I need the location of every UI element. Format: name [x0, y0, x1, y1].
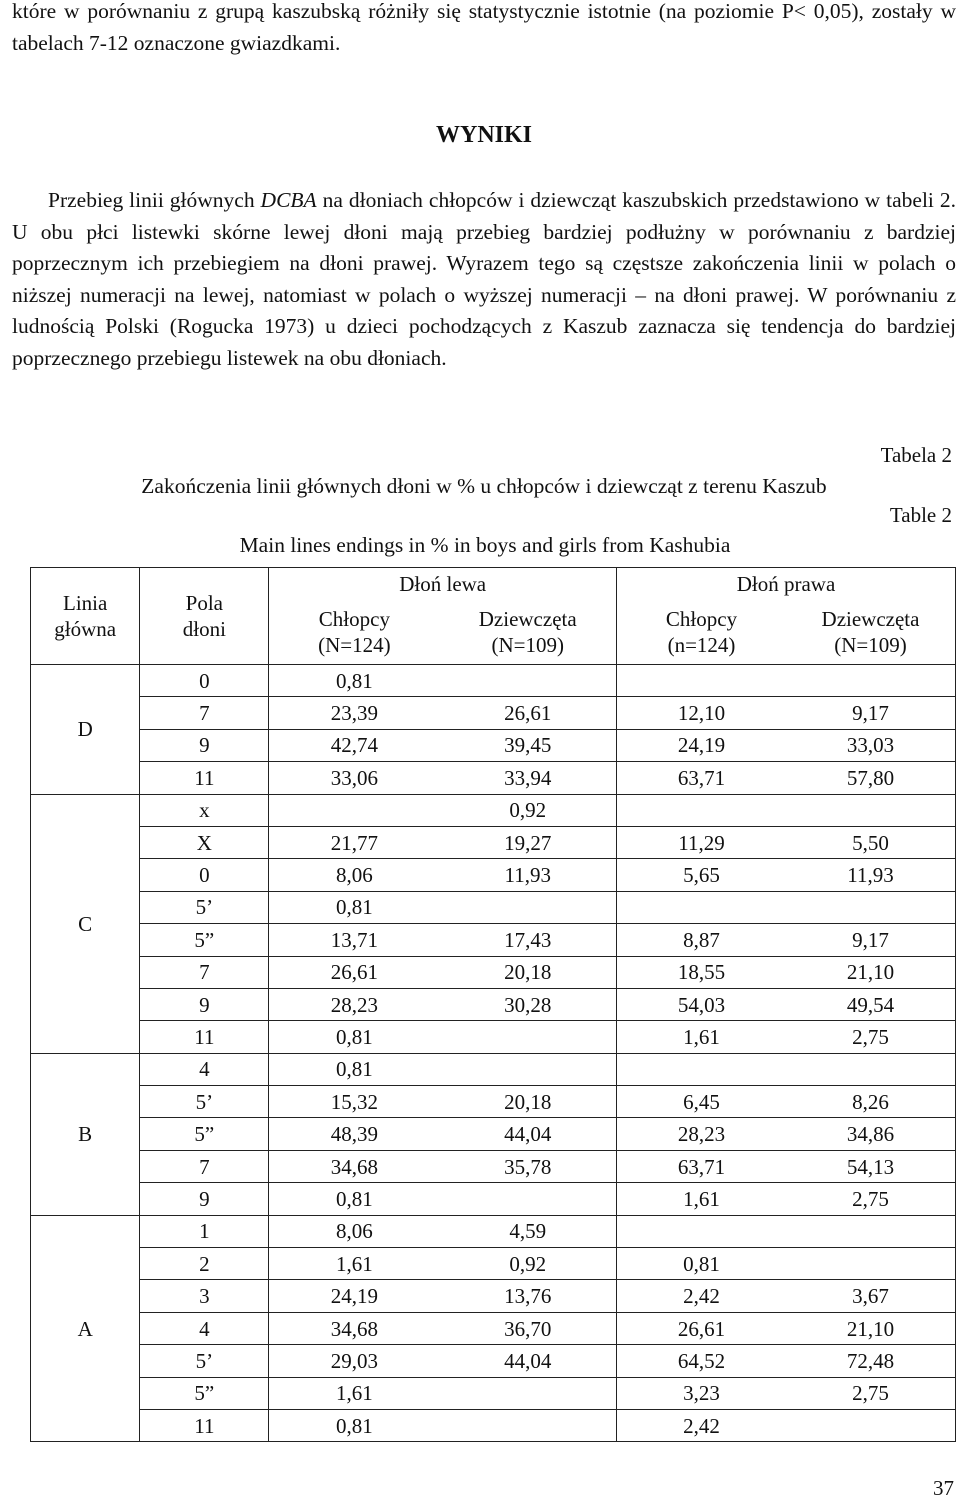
- value-cell: 2,42: [617, 1409, 786, 1441]
- value-cell: 2,42: [617, 1280, 786, 1312]
- field-cell: 5’: [140, 1345, 269, 1377]
- field-cell: 11: [140, 1021, 269, 1053]
- value-cell: 3,67: [786, 1280, 956, 1312]
- value-cell: 72,48: [786, 1345, 956, 1377]
- table-row: [31, 762, 956, 794]
- table-row: [31, 1280, 956, 1312]
- value-cell: [617, 1053, 786, 1085]
- table-row: [31, 794, 956, 826]
- value-cell: 33,06: [269, 762, 440, 794]
- value-cell: 0,81: [269, 1053, 440, 1085]
- header-right-boys-label: Chłopcy: [665, 607, 738, 631]
- value-cell: 20,18: [439, 956, 616, 988]
- value-cell: 39,45: [439, 729, 616, 761]
- value-cell: [269, 794, 440, 826]
- field-cell: 5”: [140, 924, 269, 956]
- value-cell: [439, 1183, 616, 1215]
- value-cell: [439, 1021, 616, 1053]
- field-cell: 4: [140, 1312, 269, 1344]
- table-row: [31, 1118, 956, 1150]
- field-cell: 9: [140, 729, 269, 761]
- field-cell: 4: [140, 1053, 269, 1085]
- field-cell: 3: [140, 1280, 269, 1312]
- header-right-hand: Dłoń prawa: [617, 568, 956, 601]
- value-cell: 19,27: [439, 826, 616, 858]
- header-right-boys: [617, 600, 786, 665]
- value-cell: 15,32: [269, 1086, 440, 1118]
- table-row: [31, 1053, 956, 1085]
- results-table: [30, 567, 956, 1442]
- value-cell: 34,68: [269, 1150, 440, 1182]
- value-cell: 0,92: [439, 1248, 616, 1280]
- value-cell: 0,81: [617, 1248, 786, 1280]
- table-row: [31, 859, 956, 891]
- value-cell: 1,61: [617, 1183, 786, 1215]
- field-cell: 0: [140, 859, 269, 891]
- value-cell: [439, 1053, 616, 1085]
- value-cell: 28,23: [269, 988, 440, 1020]
- table-row: [31, 1345, 956, 1377]
- value-cell: 6,45: [617, 1086, 786, 1118]
- value-cell: 1,61: [617, 1021, 786, 1053]
- header-right-girls-label: Dziewczęta: [821, 607, 920, 631]
- value-cell: 11,29: [617, 826, 786, 858]
- header-field-cell: [140, 568, 269, 665]
- value-cell: 17,43: [439, 924, 616, 956]
- value-cell: 12,10: [617, 697, 786, 729]
- table-row: [31, 1183, 956, 1215]
- value-cell: 24,19: [269, 1280, 440, 1312]
- value-cell: [786, 794, 956, 826]
- field-cell: 5’: [140, 891, 269, 923]
- value-cell: 34,86: [786, 1118, 956, 1150]
- value-cell: 35,78: [439, 1150, 616, 1182]
- table-row: [31, 729, 956, 761]
- table-label-pl: Tabela 2: [880, 443, 952, 467]
- section-heading: WYNIKI: [435, 122, 532, 148]
- table-row: [31, 988, 956, 1020]
- field-cell: 2: [140, 1248, 269, 1280]
- table-row: [31, 697, 956, 729]
- value-cell: 9,17: [786, 924, 956, 956]
- value-cell: 20,18: [439, 1086, 616, 1118]
- value-cell: 0,92: [439, 794, 616, 826]
- field-cell: 7: [140, 956, 269, 988]
- value-cell: 21,10: [786, 1312, 956, 1344]
- header-left-girls: [439, 600, 616, 665]
- value-cell: 64,52: [617, 1345, 786, 1377]
- header-left-boys-n: (N=124): [318, 633, 391, 657]
- results-paragraph: [12, 185, 956, 374]
- table-row: [31, 1377, 956, 1409]
- value-cell: 18,55: [617, 956, 786, 988]
- value-cell: 44,04: [439, 1345, 616, 1377]
- value-cell: 44,04: [439, 1118, 616, 1150]
- value-cell: 34,68: [269, 1312, 440, 1344]
- value-cell: 2,75: [786, 1183, 956, 1215]
- value-cell: 0,81: [269, 1409, 440, 1441]
- table-label-en: Table 2: [889, 503, 952, 527]
- value-cell: 1,61: [269, 1248, 440, 1280]
- value-cell: 5,65: [617, 859, 786, 891]
- value-cell: 63,71: [617, 762, 786, 794]
- header-field-2: dłoni: [182, 617, 226, 641]
- value-cell: 42,74: [269, 729, 440, 761]
- value-cell: [617, 794, 786, 826]
- value-cell: 26,61: [439, 697, 616, 729]
- value-cell: 21,77: [269, 826, 440, 858]
- line-label-cell: C: [31, 794, 140, 1053]
- field-cell: 5”: [140, 1118, 269, 1150]
- value-cell: [786, 1215, 956, 1247]
- table-row: [31, 1150, 956, 1182]
- table-row: [31, 924, 956, 956]
- value-cell: 36,70: [439, 1312, 616, 1344]
- value-cell: 21,10: [786, 956, 956, 988]
- value-cell: 11,93: [439, 859, 616, 891]
- value-cell: 0,81: [269, 1021, 440, 1053]
- field-cell: 11: [140, 1409, 269, 1441]
- value-cell: [786, 665, 956, 697]
- field-cell: 9: [140, 1183, 269, 1215]
- field-cell: 5’: [140, 1086, 269, 1118]
- value-cell: [786, 1248, 956, 1280]
- line-label-cell: B: [31, 1053, 140, 1215]
- value-cell: 30,28: [439, 988, 616, 1020]
- value-cell: 23,39: [269, 697, 440, 729]
- value-cell: 1,61: [269, 1377, 440, 1409]
- value-cell: 5,50: [786, 826, 956, 858]
- value-cell: 24,19: [617, 729, 786, 761]
- value-cell: 8,06: [269, 859, 440, 891]
- value-cell: 0,81: [269, 1183, 440, 1215]
- value-cell: 0,81: [269, 665, 440, 697]
- value-cell: [439, 891, 616, 923]
- table-row: [31, 665, 956, 697]
- value-cell: [617, 1215, 786, 1247]
- value-cell: 13,76: [439, 1280, 616, 1312]
- header-line-2: główna: [54, 617, 117, 641]
- value-cell: 26,61: [269, 956, 440, 988]
- table-row: [31, 891, 956, 923]
- table-row: [31, 956, 956, 988]
- value-cell: 54,13: [786, 1150, 956, 1182]
- value-cell: 57,80: [786, 762, 956, 794]
- line-label-cell: A: [31, 1215, 140, 1442]
- header-left-girls-n: (N=109): [491, 633, 564, 657]
- table-row: [31, 1215, 956, 1247]
- header-right-boys-n: (n=124): [667, 633, 736, 657]
- value-cell: [786, 1409, 956, 1441]
- table-caption-en: Main lines endings in % in boys and girls from Kashubia: [239, 533, 731, 557]
- header-row-1: [31, 568, 956, 601]
- value-cell: [786, 891, 956, 923]
- header-field-1: Pola: [185, 591, 223, 615]
- value-cell: 13,71: [269, 924, 440, 956]
- header-left-boys: [269, 600, 440, 665]
- value-cell: 2,75: [786, 1021, 956, 1053]
- table-row: [31, 1409, 956, 1441]
- header-left-girls-label: Dziewczęta: [478, 607, 577, 631]
- value-cell: 26,61: [617, 1312, 786, 1344]
- results-text-rest: na dłoniach chłopców i dziewcząt kaszubskich przedstawiono w tabeli 2. U obu płci listewki skórne lewej dłoni mają przebieg bardziej podłużny w porównaniu z bardziej poprzecznym ich przebiegiem na dłoni prawej. Wyrazem tego są częstsze zakończenia linii w polach o niższej numeracji na lewej, natomiast w polach o wyższej numeracji – na dłoni prawej. W porównaniu z ludnością Polski (Rogucka 1973) u dzieci pochodzących z Kaszub zaznacza się tendencja do bardziej poprzecznego przebiegu listewek na obu dłoniach.: [12, 188, 956, 370]
- line-label-cell: D: [31, 665, 140, 795]
- value-cell: 0,81: [269, 891, 440, 923]
- value-cell: 8,26: [786, 1086, 956, 1118]
- value-cell: 3,23: [617, 1377, 786, 1409]
- field-cell: 7: [140, 1150, 269, 1182]
- table-row: [31, 826, 956, 858]
- value-cell: 33,94: [439, 762, 616, 794]
- value-cell: 2,75: [786, 1377, 956, 1409]
- table-row: [31, 1021, 956, 1053]
- value-cell: 33,03: [786, 729, 956, 761]
- field-cell: 1: [140, 1215, 269, 1247]
- table-caption-pl: Zakończenia linii głównych dłoni w % u chłopców i dziewcząt z terenu Kaszub: [141, 474, 827, 498]
- value-cell: 8,87: [617, 924, 786, 956]
- header-line-cell: [31, 568, 140, 665]
- value-cell: 8,06: [269, 1215, 440, 1247]
- value-cell: [617, 665, 786, 697]
- header-right-girls: [786, 600, 956, 665]
- field-cell: X: [140, 826, 269, 858]
- value-cell: 63,71: [617, 1150, 786, 1182]
- field-cell: x: [140, 794, 269, 826]
- intro-paragraph: które w porównaniu z grupą kaszubską różniły się statystycznie istotnie (na poziomie P< 0,05), zostały w tabelach 7-12 oznaczone gwiazdkami.: [12, 0, 956, 55]
- value-cell: 49,54: [786, 988, 956, 1020]
- page-number: 37: [933, 1476, 954, 1500]
- value-cell: 28,23: [617, 1118, 786, 1150]
- value-cell: 54,03: [617, 988, 786, 1020]
- results-dcba: DCBA: [260, 188, 317, 212]
- header-line-1: Linia: [63, 591, 108, 615]
- value-cell: 48,39: [269, 1118, 440, 1150]
- field-cell: 7: [140, 697, 269, 729]
- field-cell: 5”: [140, 1377, 269, 1409]
- value-cell: 9,17: [786, 697, 956, 729]
- value-cell: 29,03: [269, 1345, 440, 1377]
- value-cell: [786, 1053, 956, 1085]
- field-cell: 11: [140, 762, 269, 794]
- value-cell: [439, 665, 616, 697]
- field-cell: 0: [140, 665, 269, 697]
- results-text-start: Przebieg linii głównych: [48, 188, 261, 212]
- header-left-hand: Dłoń lewa: [269, 568, 617, 601]
- field-cell: 9: [140, 988, 269, 1020]
- table-row: [31, 1312, 956, 1344]
- value-cell: 11,93: [786, 859, 956, 891]
- table-row: [31, 1248, 956, 1280]
- header-right-girls-n: (N=109): [834, 633, 907, 657]
- table-row: [31, 1086, 956, 1118]
- value-cell: [439, 1377, 616, 1409]
- value-cell: [617, 891, 786, 923]
- header-left-boys-label: Chłopcy: [318, 607, 390, 631]
- value-cell: 4,59: [439, 1215, 616, 1247]
- value-cell: [439, 1409, 616, 1441]
